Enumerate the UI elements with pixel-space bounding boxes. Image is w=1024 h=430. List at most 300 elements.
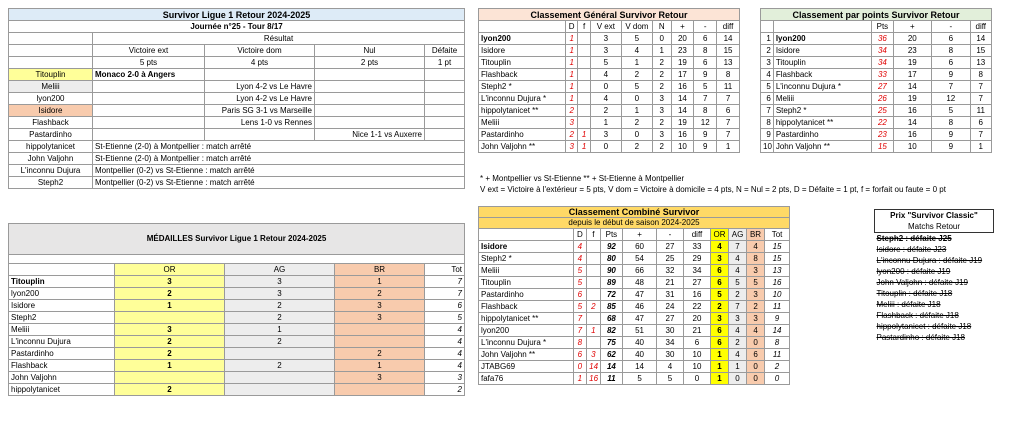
forfeits: 3: [587, 349, 601, 361]
medal-or: 2: [115, 288, 225, 300]
medals-title: MÉDAILLES Survivor Ligue 1 Retour 2024-2025: [9, 224, 465, 255]
stat-plus: 5: [623, 373, 657, 385]
player-name: lyon200: [9, 93, 93, 105]
medal-br: 0: [747, 337, 765, 349]
stat-n: 2: [652, 141, 671, 153]
stat-minus: 6: [694, 57, 717, 69]
medal-tot: 9: [765, 313, 790, 325]
stat-plus: 46: [623, 301, 657, 313]
stat-vext: 0: [590, 81, 621, 93]
classic-prize-table: [874, 209, 994, 343]
medal-or: 1: [115, 300, 225, 312]
classic-item: Meliii : défaite J18: [876, 299, 941, 309]
stat-minus: 8: [932, 117, 970, 129]
stat-minus: 12: [694, 117, 717, 129]
general-header: N: [652, 21, 671, 33]
medal-or: 5: [711, 289, 729, 301]
points-header: Pts: [872, 21, 893, 33]
points-ranking-table: [760, 8, 992, 153]
stat-vdom: 5: [621, 33, 652, 45]
result-def: [425, 117, 465, 129]
medal-br: 3: [747, 313, 765, 325]
stat-vdom: 0: [621, 93, 652, 105]
table-row: [9, 372, 465, 384]
result-def: [425, 105, 465, 117]
result-nul: [315, 69, 425, 81]
table-row: [9, 348, 465, 360]
result-nul: Nice 1-1 vs Auxerre: [315, 129, 425, 141]
stat-minus: 6: [932, 33, 970, 45]
stat-n: 2: [652, 81, 671, 93]
combined-header: Pts: [600, 229, 623, 241]
stat-plus: 19: [671, 57, 694, 69]
points: 85: [600, 301, 623, 313]
stat-n: 2: [652, 57, 671, 69]
table-row: [761, 69, 992, 81]
player-name: lyon200: [479, 325, 574, 337]
table-row: [479, 349, 790, 361]
medal-br: 0: [747, 361, 765, 373]
stat-plus: 14: [671, 105, 694, 117]
defeats: 7: [573, 313, 587, 325]
player-name: Titouplin: [773, 57, 871, 69]
arrete-text: St-Etienne (2-0) à Montpellier : match arrêté: [93, 141, 465, 153]
classic-item: Steph2 : défaite J25: [876, 233, 952, 243]
medal-tot: 2: [765, 361, 790, 373]
medal-ag: 0: [729, 373, 747, 385]
medal-ag: 7: [729, 241, 747, 253]
forfeits: [578, 105, 590, 117]
stat-minus: 25: [656, 253, 683, 265]
points: 23: [872, 129, 893, 141]
stat-vdom: 2: [621, 141, 652, 153]
table-row: [479, 45, 740, 57]
stat-plus: 14: [623, 361, 657, 373]
combined-header: OR: [711, 229, 729, 241]
medal-ag: 4: [729, 325, 747, 337]
rank: 3: [761, 57, 774, 69]
stat-minus: 9: [694, 129, 717, 141]
stat-plus: 20: [893, 33, 931, 45]
table-row: [479, 265, 790, 277]
medal-tot: 4: [425, 360, 465, 372]
points-title: Classement par points Survivor Retour: [761, 9, 992, 21]
classic-item: hippolytanicet : défaite J18: [876, 321, 972, 331]
points: 89: [600, 277, 623, 289]
medal-br: 2: [335, 288, 425, 300]
combined-subtitle: depuis le début de saison 2024-2025: [479, 218, 790, 229]
stat-diff: 0: [683, 373, 710, 385]
forfeits: 1: [578, 129, 590, 141]
medal-tot: 7: [425, 276, 465, 288]
medal-ag: 1: [729, 361, 747, 373]
player-name: Isidore: [773, 45, 871, 57]
forfeits: [587, 337, 601, 349]
stat-diff: 10: [683, 349, 710, 361]
table-row: [9, 177, 465, 189]
stat-diff: 11: [717, 81, 740, 93]
defeats: 5: [573, 277, 587, 289]
stat-n: 2: [652, 117, 671, 129]
table-row: [761, 105, 992, 117]
medal-ag: 2: [729, 337, 747, 349]
table-row: [479, 117, 740, 129]
defeats: 7: [573, 325, 587, 337]
table-row: [9, 336, 465, 348]
defeats: 6: [573, 349, 587, 361]
player-name: hippolytanicet: [9, 384, 115, 396]
stat-minus: 5: [932, 105, 970, 117]
points-header: +: [893, 21, 931, 33]
points: 27: [872, 81, 893, 93]
table-row: [761, 45, 992, 57]
pts-def: 1 pt: [425, 57, 465, 69]
stat-minus: 7: [694, 93, 717, 105]
table-row: [9, 312, 465, 324]
medal-br: 3: [335, 312, 425, 324]
player-name: L'inconnu Dujura *: [479, 93, 566, 105]
table-row: [479, 129, 740, 141]
medal-or: [115, 312, 225, 324]
table-row: [9, 129, 465, 141]
stat-plus: 10: [671, 141, 694, 153]
classic-item: Pastardinho : défaite J18: [876, 332, 966, 342]
classic-title: Prix "Survivor Classic": [875, 210, 994, 222]
player-name: L'inconnu Dujura: [9, 336, 115, 348]
table-row: [479, 337, 790, 349]
medal-or: 2: [115, 384, 225, 396]
table-row: [761, 33, 992, 45]
table-row: [9, 69, 465, 81]
table-row: [479, 313, 790, 325]
medal-or: 1: [711, 361, 729, 373]
defeats: 3: [565, 141, 577, 153]
player-name: hippolytanicet **: [773, 117, 871, 129]
stat-plus: 47: [623, 289, 657, 301]
general-title: Classement Général Survivor Retour: [479, 9, 740, 21]
stat-vdom: 1: [621, 105, 652, 117]
player-name: Isidore: [9, 300, 115, 312]
stat-minus: 27: [656, 241, 683, 253]
stat-minus: 5: [656, 373, 683, 385]
forfeits: 14: [587, 361, 601, 373]
stat-vdom: 5: [621, 81, 652, 93]
medal-tot: 16: [765, 277, 790, 289]
player-name: Steph2 *: [479, 253, 574, 265]
table-row: [761, 81, 992, 93]
stat-plus: 48: [623, 277, 657, 289]
pts-dom: 4 pts: [205, 57, 315, 69]
combined-header: BR: [747, 229, 765, 241]
forfeits: [587, 253, 601, 265]
result-def: [425, 129, 465, 141]
player-name: fafa76: [479, 373, 574, 385]
stat-diff: 16: [683, 289, 710, 301]
medal-ag: 7: [729, 301, 747, 313]
medal-br: [335, 384, 425, 396]
result-dom: Paris SG 3-1 vs Marseille: [205, 105, 315, 117]
medal-or: 6: [711, 265, 729, 277]
stat-minus: 9: [694, 69, 717, 81]
stat-diff: 22: [683, 301, 710, 313]
forfeits: [587, 277, 601, 289]
medal-br: 3: [747, 289, 765, 301]
medal-ag: [225, 384, 335, 396]
table-row: [9, 117, 465, 129]
table-row: [479, 141, 740, 153]
stat-n: 2: [652, 69, 671, 81]
medal-ag: 2: [225, 336, 335, 348]
survivor-title: Survivor Ligue 1 Retour 2024-2025: [9, 9, 465, 21]
player-name: L'inconnu Dujura *: [773, 81, 871, 93]
rank: 10: [761, 141, 774, 153]
medal-tot: 15: [765, 241, 790, 253]
stat-minus: 6: [694, 33, 717, 45]
result-dom: Lens 1-0 vs Rennes: [205, 117, 315, 129]
medals-table: [8, 223, 465, 396]
table-row: [479, 57, 740, 69]
stat-vdom: 4: [621, 45, 652, 57]
defeats: 5: [573, 265, 587, 277]
forfeits: [587, 241, 601, 253]
medal-ag: 2: [225, 312, 335, 324]
result-ext: [93, 117, 205, 129]
combined-header: f: [587, 229, 601, 241]
table-row: [9, 288, 465, 300]
player-name: Isidore: [9, 105, 93, 117]
stat-vext: 3: [590, 129, 621, 141]
forfeits: 16: [587, 373, 601, 385]
forfeits: [587, 313, 601, 325]
medal-ag: 5: [729, 277, 747, 289]
stat-minus: 30: [656, 325, 683, 337]
points: 34: [872, 45, 893, 57]
medal-ag: 4: [729, 349, 747, 361]
medal-ag: [225, 372, 335, 384]
classic-item: John Valjohn : défaite J19: [876, 277, 968, 287]
stat-vext: 4: [590, 93, 621, 105]
medal-ag-header: AG: [225, 264, 335, 276]
col-nul: Nul: [315, 45, 425, 57]
player-name: Pastardinho: [9, 348, 115, 360]
stat-minus: 21: [656, 277, 683, 289]
medal-tot: 15: [765, 253, 790, 265]
stat-minus: 9: [932, 129, 970, 141]
stat-diff: 7: [970, 129, 991, 141]
stat-plus: 16: [671, 129, 694, 141]
defeats: 0: [573, 361, 587, 373]
stat-vdom: 1: [621, 57, 652, 69]
points: 25: [872, 105, 893, 117]
rank: 9: [761, 129, 774, 141]
table-row: [9, 360, 465, 372]
stat-diff: 1: [717, 141, 740, 153]
table-row: [479, 325, 790, 337]
medal-br: 3: [335, 372, 425, 384]
player-name: Meliii: [773, 93, 871, 105]
forfeits: 1: [578, 141, 590, 153]
stat-diff: 6: [683, 337, 710, 349]
medal-tot: 4: [425, 336, 465, 348]
player-name: Isidore: [479, 241, 574, 253]
medal-ag: 1: [225, 324, 335, 336]
player-name: John Valjohn **: [479, 141, 566, 153]
table-row: [761, 93, 992, 105]
points: 82: [600, 325, 623, 337]
player-name: hippolytanicet: [9, 141, 93, 153]
stat-plus: 19: [893, 57, 931, 69]
forfeits: [578, 45, 590, 57]
col-victoire-ext: Victoire ext: [93, 45, 205, 57]
medal-or: 2: [711, 301, 729, 313]
result-dom: [205, 129, 315, 141]
points: 72: [600, 289, 623, 301]
stat-plus: 60: [623, 241, 657, 253]
medal-br-header: BR: [335, 264, 425, 276]
combined-header: +: [623, 229, 657, 241]
defeats: 4: [573, 241, 587, 253]
combined-header: -: [656, 229, 683, 241]
player-name: Steph2: [9, 312, 115, 324]
medal-br: 1: [335, 360, 425, 372]
rank: 7: [761, 105, 774, 117]
table-row: [9, 384, 465, 396]
stat-diff: 7: [717, 129, 740, 141]
medal-br: 2: [747, 301, 765, 313]
general-note-2: V ext = Victoire à l'extérieur = 5 pts, V dom = Victoire à domicile = 4 pts, N = Nul = 2 pts, D = Défaite = 1 pt, f = forfait ou faute = 0 pt: [480, 185, 946, 194]
forfeits: [578, 57, 590, 69]
defeats: 1: [565, 93, 577, 105]
medal-or: 6: [711, 277, 729, 289]
medal-tot: 11: [765, 349, 790, 361]
stat-n: 3: [652, 105, 671, 117]
points: 68: [600, 313, 623, 325]
stat-minus: 4: [656, 361, 683, 373]
stat-diff: 6: [970, 117, 991, 129]
stat-diff: 1: [970, 141, 991, 153]
player-name: Pastardinho: [773, 129, 871, 141]
combined-header: AG: [729, 229, 747, 241]
result-ext: [93, 105, 205, 117]
defeats: 1: [565, 33, 577, 45]
table-row: [9, 300, 465, 312]
stat-vext: 3: [590, 33, 621, 45]
medal-tot: 6: [425, 300, 465, 312]
arrete-text: Montpellier (0-2) vs St-Etienne : match arrêté: [93, 165, 465, 177]
result-ext: [93, 93, 205, 105]
medal-br: 5: [747, 277, 765, 289]
table-row: [9, 276, 465, 288]
medal-or-header: OR: [115, 264, 225, 276]
stat-minus: 31: [656, 289, 683, 301]
medal-br: 0: [747, 373, 765, 385]
medal-tot: 5: [425, 312, 465, 324]
result-ext: Monaco 2-0 à Angers: [93, 69, 205, 81]
general-header: V ext: [590, 21, 621, 33]
stat-diff: 29: [683, 253, 710, 265]
stat-minus: 8: [932, 45, 970, 57]
stat-plus: 66: [623, 265, 657, 277]
stat-vext: 2: [590, 105, 621, 117]
stat-vext: 5: [590, 57, 621, 69]
defeats: 1: [565, 69, 577, 81]
points: 14: [600, 361, 623, 373]
medal-br: [335, 336, 425, 348]
points: 75: [600, 337, 623, 349]
stat-diff: 21: [683, 325, 710, 337]
stat-plus: 14: [893, 81, 931, 93]
col-defaite: Défaite: [425, 45, 465, 57]
classic-item: L'inconnu Dujura : défaite J19: [876, 255, 983, 265]
table-row: [9, 165, 465, 177]
combined-header: diff: [683, 229, 710, 241]
pts-ext: 5 pts: [93, 57, 205, 69]
table-row: [9, 105, 465, 117]
stat-diff: 33: [683, 241, 710, 253]
forfeits: [578, 117, 590, 129]
result-dom: Lyon 4-2 vs Le Havre: [205, 93, 315, 105]
table-row: [479, 373, 790, 385]
player-name: Steph2: [9, 177, 93, 189]
forfeits: [587, 265, 601, 277]
defeats: 4: [573, 253, 587, 265]
stat-n: 3: [652, 129, 671, 141]
stat-minus: 9: [932, 141, 970, 153]
table-row: [479, 277, 790, 289]
result-nul: [315, 81, 425, 93]
medal-ag: [225, 348, 335, 360]
player-name: Meliii: [479, 117, 566, 129]
stat-vext: 3: [590, 45, 621, 57]
player-name: Flashback: [773, 69, 871, 81]
stat-plus: 19: [893, 93, 931, 105]
player-name: Meliii: [9, 324, 115, 336]
defeats: 8: [573, 337, 587, 349]
medal-br: 4: [747, 241, 765, 253]
defeats: 2: [565, 129, 577, 141]
defeats: 6: [573, 289, 587, 301]
forfeits: [578, 33, 590, 45]
points-header: diff: [970, 21, 991, 33]
medal-or: 3: [115, 276, 225, 288]
table-row: [479, 301, 790, 313]
stat-n: 3: [652, 93, 671, 105]
stat-plus: 10: [893, 141, 931, 153]
stat-n: 0: [652, 33, 671, 45]
stat-minus: 32: [656, 265, 683, 277]
table-row: [761, 117, 992, 129]
arrete-text: Montpellier (0-2) vs St-Etienne : match arrêté: [93, 177, 465, 189]
medal-or: 2: [115, 336, 225, 348]
player-name: Meliii: [9, 81, 93, 93]
medal-br: 4: [747, 325, 765, 337]
medal-or: 6: [711, 337, 729, 349]
result-nul: [315, 117, 425, 129]
stat-minus: 9: [694, 141, 717, 153]
stat-diff: 7: [970, 81, 991, 93]
points: 33: [872, 69, 893, 81]
medal-tot: 10: [765, 289, 790, 301]
stat-plus: 23: [671, 45, 694, 57]
medal-tot: 2: [425, 384, 465, 396]
medal-tot: 13: [765, 265, 790, 277]
player-name: JTABG69: [479, 361, 574, 373]
stat-diff: 34: [683, 265, 710, 277]
classic-item: Isidore : défaite J23: [876, 244, 947, 254]
medal-br: 6: [747, 349, 765, 361]
classic-item: Flashback : défaite J18: [876, 310, 959, 320]
defeats: 1: [573, 373, 587, 385]
